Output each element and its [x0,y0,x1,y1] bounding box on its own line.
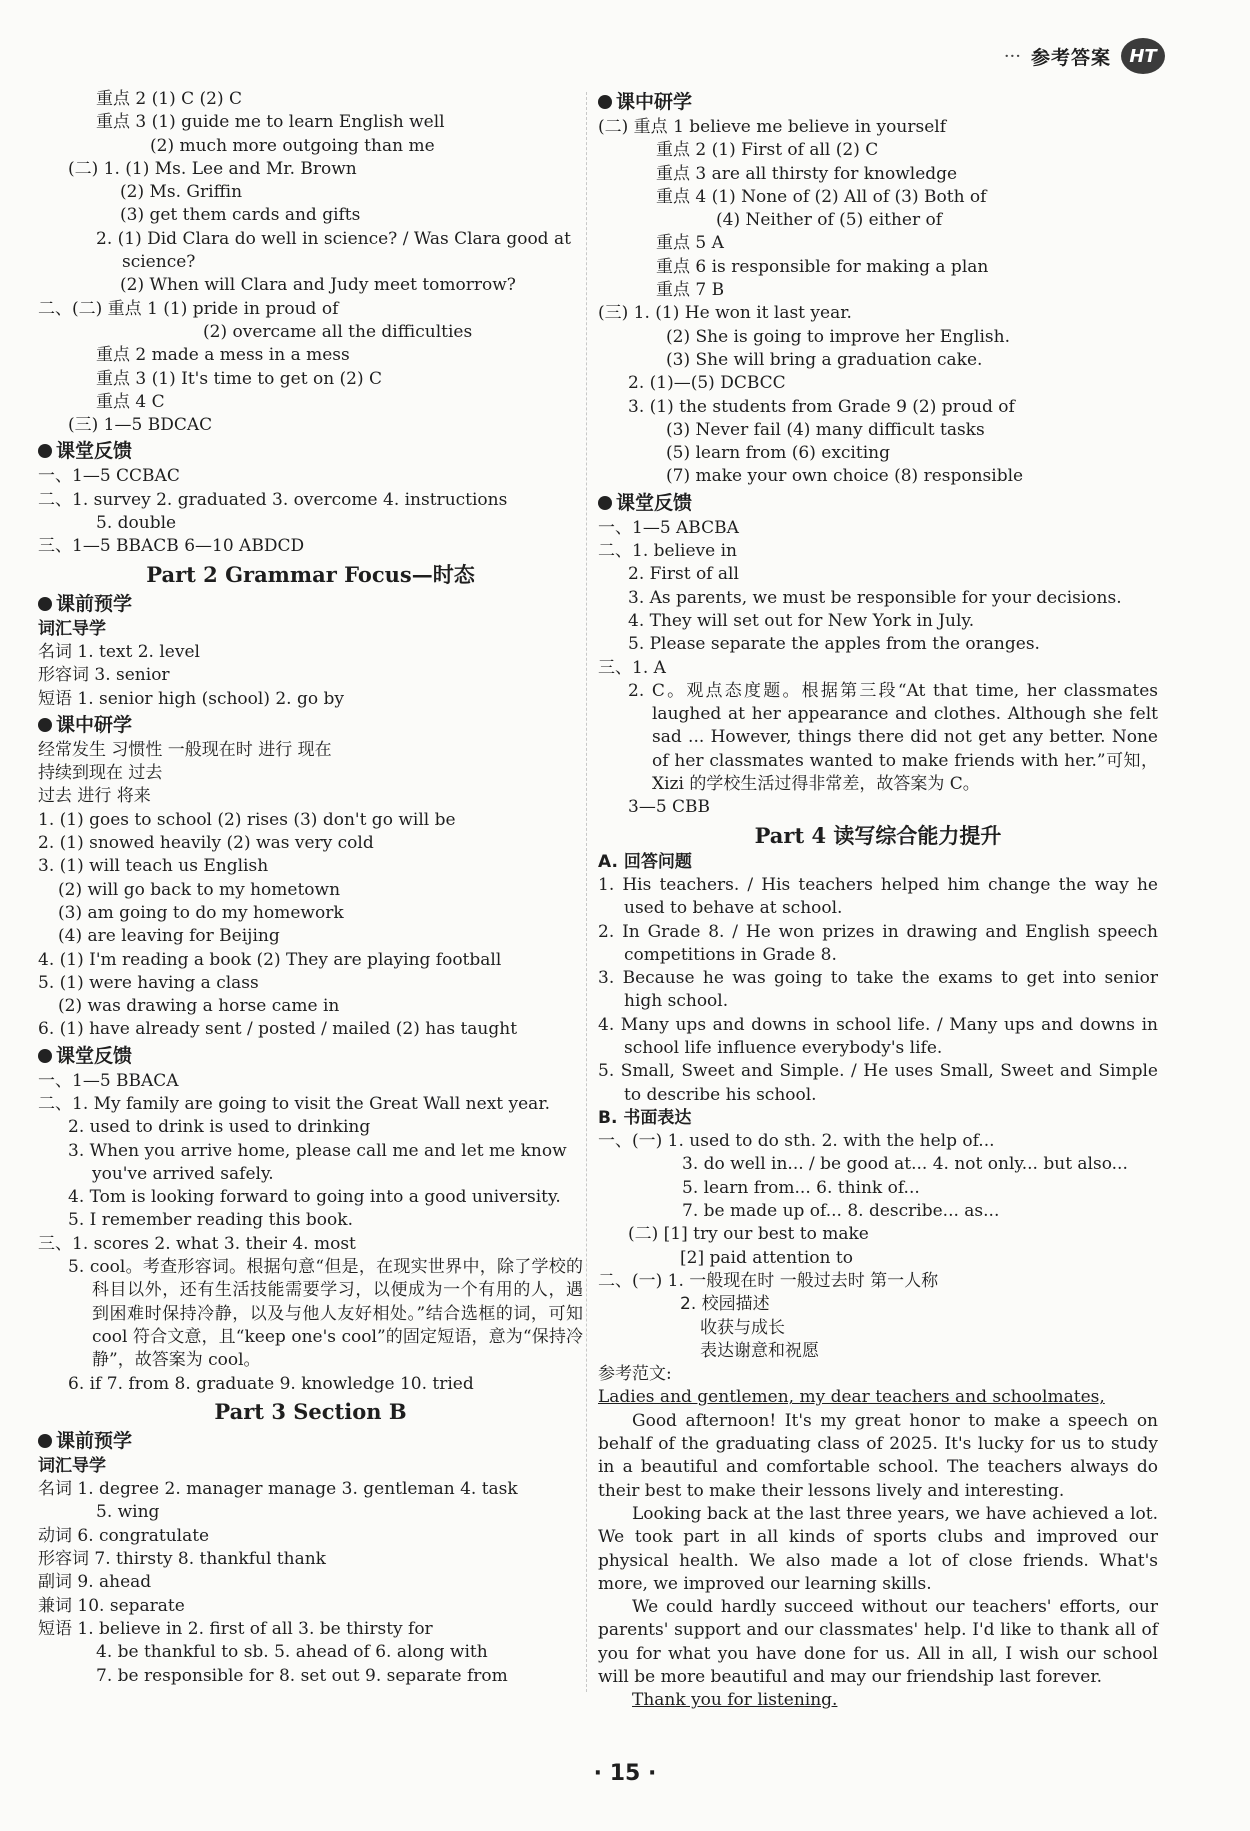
answer-line: 二、1. believe in [598,541,737,562]
answer-line: 7. be made up of... 8. describe... as... [682,1201,1000,1222]
essay-paragraph: Looking back at the last three years, we have achieved a lot. We took part in all kinds of sports clubs and improved our physical health. We also made a lot of close friends. What's more, we improved our learning skills. [598,1503,1158,1594]
answer-line: 3. (1) the students from Grade 9 (2) proud of [628,396,1015,417]
answer-line: 5. Small, Sweet and Simple. / He uses Small, Sweet and Simple to describe his school. [598,1061,1158,1105]
answer-line: (3) get them cards and gifts [120,205,361,226]
answer-line: (二) [1] try our best to make [628,1224,869,1245]
section-heading: 课前预学 [38,1428,583,1455]
answer-line: 4. (1) I'm reading a book (2) They are playing football [38,949,502,970]
explanation: 2. C。观点态度题。根据第三段“At that time, her classmates laughed at her appearance and clothes. Although she felt sad ... However, things there did not get any better. None of her classmates wanted to make friends with her.”可知，Xizi 的学校生活过得非常差，故答案为 C。 [628,680,1158,795]
left-column [38,88,583,1688]
answer-line: 5. learn from... 6. think of... [682,1177,920,1198]
answer-line: 三、1. scores 2. what 3. their 4. most [38,1233,356,1254]
answer-line: 二、1. My family are going to visit the Great Wall next year. [38,1093,550,1114]
section-heading: 课中研学 [38,712,583,739]
answer-line: 6. (1) have already sent / posted / mailed (2) has taught [38,1019,518,1040]
header-dots: ··· [1003,45,1021,67]
bullet-icon [38,444,52,458]
bullet-icon [38,597,52,611]
page-header [1004,38,1165,74]
answer-line: 重点 7 B [656,280,725,301]
answer-line: 形容词 3. senior [38,665,170,686]
answer-line: 4. Tom is looking forward to going into a good university. [68,1187,561,1208]
answer-line: 重点 3 are all thirsty for knowledge [656,163,958,184]
answer-line: 二、1. survey 2. graduated 3. overcome 4. instructions [38,489,508,510]
answer-line: 一、1—5 BBACA [38,1070,179,1091]
answer-line: 收获与成长 [700,1317,785,1338]
answer-line: 一、1—5 CCBAC [38,466,180,487]
answer-line: 持续到现在 过去 [38,763,163,784]
answer-line: 重点 3 (1) It's time to get on (2) C [96,368,383,389]
answer-line: 重点 2 (1) C (2) C [96,89,243,109]
answer-line: 三、1—5 BBACB 6—10 ABDCD [38,536,305,557]
right-column [598,88,1158,1713]
answer-line: 重点 5 A [656,233,724,254]
answer-line: 兼词 10. separate [38,1595,185,1616]
brand-logo-icon: HT [1121,38,1165,74]
answer-line: 形容词 7. thirsty 8. thankful thank [38,1549,326,1570]
header-title: 参考答案 [1030,46,1111,69]
answer-line: (4) Neither of (5) either of [716,210,943,231]
essay-label: 参考范文: [598,1364,672,1385]
answer-line: (三) 1. (1) He won it last year. [598,303,852,324]
answer-line: 2. First of all [628,564,739,585]
answer-line: (2) She is going to improve her English. [666,326,1010,347]
essay-closing: Thank you for listening. [632,1690,838,1711]
section-heading: 课中研学 [598,89,1158,116]
answer-line: 3—5 CBB [628,797,711,818]
answer-line: 4. They will set out for New York in July. [628,610,975,631]
answer-line: 1. His teachers. / His teachers helped him change the way he used to behave at school. [598,874,1158,919]
part-title: Part 2 Grammar Focus—时态 [146,561,475,587]
answer-line: 2. (1) Did Clara do well in science? / Was Clara good at science? [96,228,571,273]
answer-line: 名词 1. text 2. level [38,641,200,662]
answer-line: 5. I remember reading this book. [68,1210,353,1231]
answer-line: 3. (1) will teach us English [38,856,269,877]
answer-line: [2] paid attention to [680,1247,853,1268]
answer-line: 一、1—5 ABCBA [598,517,739,538]
part-title: Part 3 Section B [214,1398,407,1424]
answer-line: 4. Many ups and downs in school life. / Many ups and downs in school life influence everybody's life. [598,1014,1158,1058]
answer-line: 二、(一) 1. 一般现在时 一般过去时 第一人称 [598,1270,939,1291]
answer-line: 2. (1) snowed heavily (2) was very cold [38,833,374,854]
answer-line: (2) will go back to my hometown [58,879,341,900]
answer-line: (二) 重点 1 believe me believe in yourself [598,117,946,137]
answer-line: 副词 9. ahead [38,1572,152,1593]
section-heading: 课堂反馈 [38,438,583,465]
section-heading: 课堂反馈 [598,490,1158,517]
answer-line: (2) When will Clara and Judy meet tomorrow? [120,275,516,296]
answer-line: (二) 1. (1) Ms. Lee and Mr. Brown [68,158,357,179]
answer-line: 短语 1. senior high (school) 2. go by [38,688,344,709]
essay-greeting: Ladies and gentlemen, my dear teachers and schoolmates, [598,1387,1105,1408]
answer-line: 重点 2 made a mess in a mess [96,345,350,366]
answer-line: 1. (1) goes to school (2) rises (3) don't go will be [38,809,456,830]
answer-line: 2. 校园描述 [680,1294,770,1315]
answer-line: 经常发生 习惯性 一般现在时 进行 现在 [38,739,332,760]
essay-paragraph: Good afternoon! It's my great honor to make a speech on behalf of the graduating class of 2025. It's lucky for us to study in a beautiful and comfortable school. The teachers always do their best to make their lessons lively and interesting. [598,1410,1158,1501]
sub-heading: A. 回答问题 [598,851,692,872]
answer-line: 一、(一) 1. used to do sth. 2. with the help of... [598,1131,995,1152]
answer-line: (7) make your own choice (8) responsible [666,466,1024,487]
answer-line: 重点 4 C [96,391,165,412]
answer-line: (3) am going to do my homework [58,902,344,923]
answer-line: 2. used to drink is used to drinking [68,1117,371,1138]
answer-line: 5. (1) were having a class [38,972,259,993]
answer-line: (2) was drawing a horse came in [58,996,340,1017]
answer-line: 5. wing [96,1502,160,1523]
answer-line: 2. In Grade 8. / He won prizes in drawing and English speech competitions in Grade 8. [598,921,1158,965]
bullet-icon [598,95,612,109]
answer-line: (3) Never fail (4) many difficult tasks [666,419,985,440]
answer-line: 2. (1)—(5) DCBCC [628,373,786,394]
answer-line: 3. do well in... / be good at... 4. not only... but also... [682,1154,1128,1175]
bullet-icon [38,718,52,732]
section-heading: 课前预学 [38,591,583,618]
answer-line: 3. As parents, we must be responsible for your decisions. [628,587,1122,608]
answer-line: 6. if 7. from 8. graduate 9. knowledge 10. tried [68,1373,474,1394]
bullet-icon [38,1049,52,1063]
answer-line: 5. double [96,513,177,534]
answer-line: 三、1. A [598,657,666,678]
part-title: Part 4 读写综合能力提升 [754,822,1002,848]
bullet-icon [598,496,612,510]
essay-paragraph: We could hardly succeed without our teachers' efforts, our parents' support and our classmates' help. I'd like to thank all of you for what you have done for us. All in all, I wish our school will be more beautiful and may our friendship last forever. [598,1597,1158,1687]
answer-line: 动词 6. congratulate [38,1525,210,1546]
sub-heading: 词汇导学 [38,618,106,639]
section-heading: 课堂反馈 [38,1043,583,1070]
answer-line: 7. be responsible for 8. set out 9. separate from [96,1665,508,1686]
answer-line: 重点 6 is responsible for making a plan [656,256,989,277]
answer-line: 3. Because he was going to take the exams to get into senior high school. [598,968,1158,1012]
answer-line: (5) learn from (6) exciting [666,443,890,464]
answer-line: (2) much more outgoing than me [150,135,435,156]
answer-line: 过去 进行 将来 [38,786,151,807]
answer-line: (3) She will bring a graduation cake. [666,349,983,370]
explanation: 5. cool。考查形容词。根据句意“但是，在现实世界中，除了学校的科目以外，还有生活技能需要学习，以便成为一个有用的人，遇到困难时保持冷静，以及与他人友好相处。”结合选框的词，可知 cool 符合文意，且“keep one's cool”的固定短语，意为“保持冷静”，故答案为 cool。 [68,1257,583,1371]
answer-line: (2) Ms. Griffin [120,182,243,203]
answer-line: 4. be thankful to sb. 5. ahead of 6. along with [96,1642,488,1663]
sub-heading: 词汇导学 [38,1455,106,1476]
column-divider [586,92,587,1692]
answer-line: 重点 2 (1) First of all (2) C [656,140,879,161]
answer-line: 3. When you arrive home, please call me and let me know you've arrived safely. [68,1140,567,1184]
answer-line: (4) are leaving for Beijing [58,926,280,947]
answer-line: 重点 3 (1) guide me to learn English well [96,112,445,133]
answer-line: 二、(二) 重点 1 (1) pride in proud of [38,298,339,319]
sub-heading: B. 书面表达 [598,1107,692,1128]
bullet-icon [38,1434,52,1448]
page-number: · 15 · [593,1761,657,1786]
answer-line: 短语 1. believe in 2. first of all 3. be thirsty for [38,1618,433,1639]
answer-line: (三) 1—5 BDCAC [68,415,213,436]
answer-line: (2) overcame all the difficulties [203,321,473,342]
answer-line: 5. Please separate the apples from the oranges. [628,634,1040,655]
answer-line: 表达谢意和祝愿 [700,1340,819,1361]
answer-line: 名词 1. degree 2. manager manage 3. gentleman 4. task [38,1479,518,1500]
answer-line: 重点 4 (1) None of (2) All of (3) Both of [656,186,987,207]
